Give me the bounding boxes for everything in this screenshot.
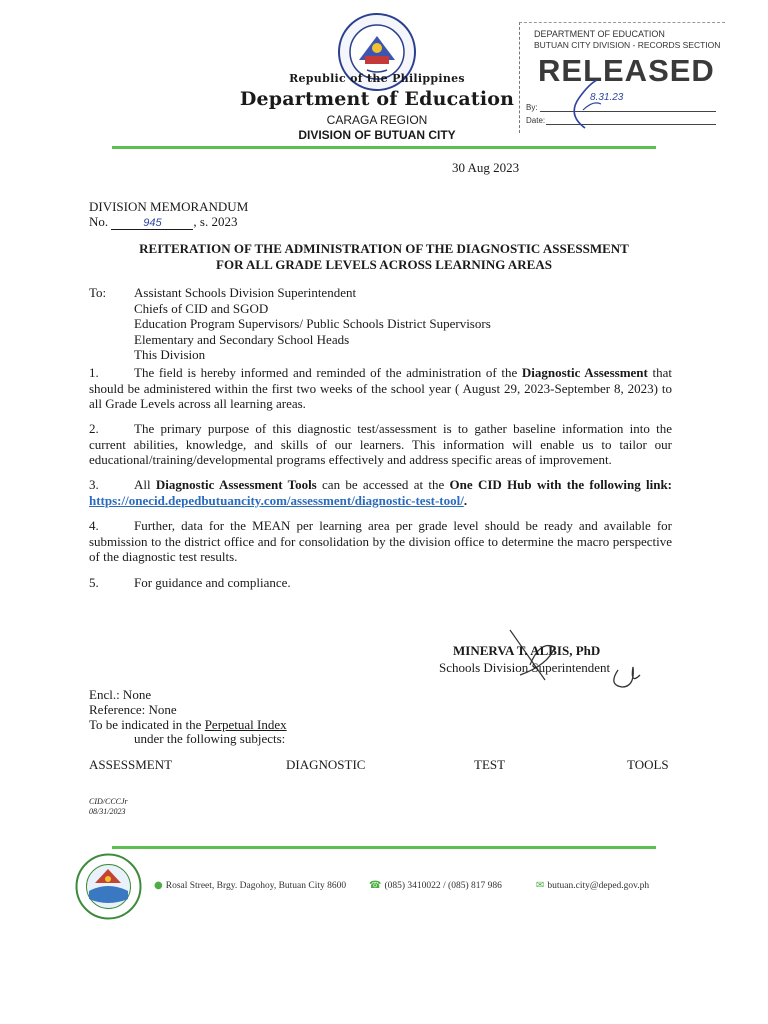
footer-address	[154, 880, 346, 891]
subjects-intro: under the following subjects:	[134, 731, 286, 746]
subject-term: ASSESSMENT	[89, 757, 173, 772]
paragraph-text: The field is hereby informed and reminded of the administration of the	[134, 365, 522, 380]
initials-date: 08/31/2023	[89, 807, 126, 816]
paragraph-1	[89, 365, 672, 412]
subject-term: DIAGNOSTIC	[286, 757, 366, 772]
republic-heading: Republic of the Philippines	[289, 72, 465, 85]
paragraph-emphasis: One CID Hub	[449, 477, 532, 492]
paragraph-text: that should be administered within the first two weeks of the school year ( August 29, 2023-September 8, 2023) to all Grade Levels across all learning areas.	[89, 365, 672, 411]
diagnostic-tool-link[interactable]: https://onecid.depedbutuancity.com/assessment/diagnostic-test-tool/	[89, 492, 464, 508]
memo-number-line	[89, 214, 237, 230]
paragraph-2	[89, 421, 672, 468]
paragraph-number: 3.	[89, 477, 99, 492]
region-heading: CARAGA REGION	[326, 113, 428, 127]
email-icon: ✉	[536, 880, 545, 891]
memo-no-label: No.	[89, 214, 109, 229]
subject-term: TOOLS	[627, 757, 669, 772]
paragraph-3	[89, 477, 672, 508]
recipient-item: Education Program Supervisors/ Public Schools District Supervisors	[134, 316, 491, 331]
enclosure: Encl.: None	[89, 687, 152, 702]
paragraph-text: All	[134, 477, 156, 492]
division-heading: DIVISION OF BUTUAN CITY	[298, 128, 456, 142]
footer-email	[536, 880, 649, 891]
stamp-by-label: By:	[526, 103, 538, 112]
paragraph-text: with the following link:	[531, 477, 673, 492]
memo-subject	[89, 241, 679, 273]
recipient-list	[134, 285, 491, 363]
phone-text: (085) 3410022 / (085) 817 986	[384, 881, 502, 891]
paragraph-text: .	[463, 492, 468, 508]
recipient-item: Assistant Schools Division Superintendent	[134, 285, 357, 300]
paragraph-4	[89, 518, 672, 565]
memo-subject-line2: FOR ALL GRADE LEVELS ACROSS LEARNING AREAS	[216, 257, 552, 272]
stamp-date-label: Date:	[526, 116, 546, 125]
footer-divider	[112, 846, 656, 849]
recipient-item: Chiefs of CID and SGOD	[134, 300, 269, 316]
paragraph-text: Further, data for the MEAN per learning area per grade level should be ready and available for submission to the district office and for consolidation by the division office to determine the macro perspective of the diagnostic test results.	[89, 518, 672, 564]
paragraph-number: 1.	[89, 365, 99, 380]
signatory-title: Schools Division Superintendent	[439, 660, 611, 675]
division-seal-logo	[75, 853, 142, 920]
paragraph-number: 2.	[89, 421, 99, 436]
paragraph-5	[89, 575, 672, 591]
memo-number: 945	[111, 217, 193, 230]
stamp-line2: BUTUAN CITY DIVISION - RECORDS SECTION	[534, 40, 721, 50]
stamp-handwritten-date: 8.31.23	[590, 92, 624, 103]
paragraph-emphasis: Diagnostic Assessment	[521, 365, 648, 380]
stamp-line1: DEPARTMENT OF EDUCATION	[534, 29, 665, 39]
memo-subject-line1: REITERATION OF THE ADMINISTRATION OF THE DIAGNOSTIC ASSESSMENT	[139, 241, 629, 256]
paragraph-text: For guidance and compliance.	[134, 575, 291, 590]
header-divider	[112, 146, 656, 149]
location-pin-icon: ●	[154, 880, 163, 891]
index-note-text: To be indicated in the	[89, 717, 205, 732]
memo-series: , s. 2023	[193, 214, 238, 229]
email-text[interactable]: butuan.city@deped.gov.ph	[547, 881, 650, 891]
document-initials	[89, 797, 128, 817]
signatory-name: MINERVA T. ALBIS, PhD	[453, 643, 601, 658]
phone-icon: ☎	[369, 880, 382, 891]
paragraph-text: can be accessed at the	[316, 477, 450, 492]
subject-term: TEST	[474, 757, 506, 772]
paragraph-emphasis: Diagnostic Assessment Tools	[155, 477, 317, 492]
paragraph-number: 4.	[89, 518, 99, 533]
department-heading: Department of Education	[239, 88, 515, 110]
footer-phone	[369, 880, 502, 891]
to-label: To:	[89, 285, 107, 300]
recipient-item: Elementary and Secondary School Heads	[134, 331, 350, 347]
memo-type: DIVISION MEMORANDUM	[89, 199, 249, 214]
recipient-item: This Division	[134, 347, 206, 362]
paragraph-text: The primary purpose of this diagnostic test/assessment is to gather baseline information into the current abilities, knowledge, and skills of our learners. This information will enable us to tailor our educational/training/developmental programs effectively and address specific areas of improvement.	[89, 421, 672, 467]
reference: Reference: None	[89, 702, 177, 717]
initials-code: CID/CCCJr	[89, 797, 128, 806]
perpetual-index-label: Perpetual Index	[204, 717, 287, 732]
address-text: Rosal Street, Brgy. Dagohoy, Butuan City 8600	[165, 881, 347, 891]
paragraph-number: 5.	[89, 575, 99, 590]
memo-date: 30 Aug 2023	[452, 160, 520, 175]
stamp-status: RELEASED	[538, 53, 715, 88]
